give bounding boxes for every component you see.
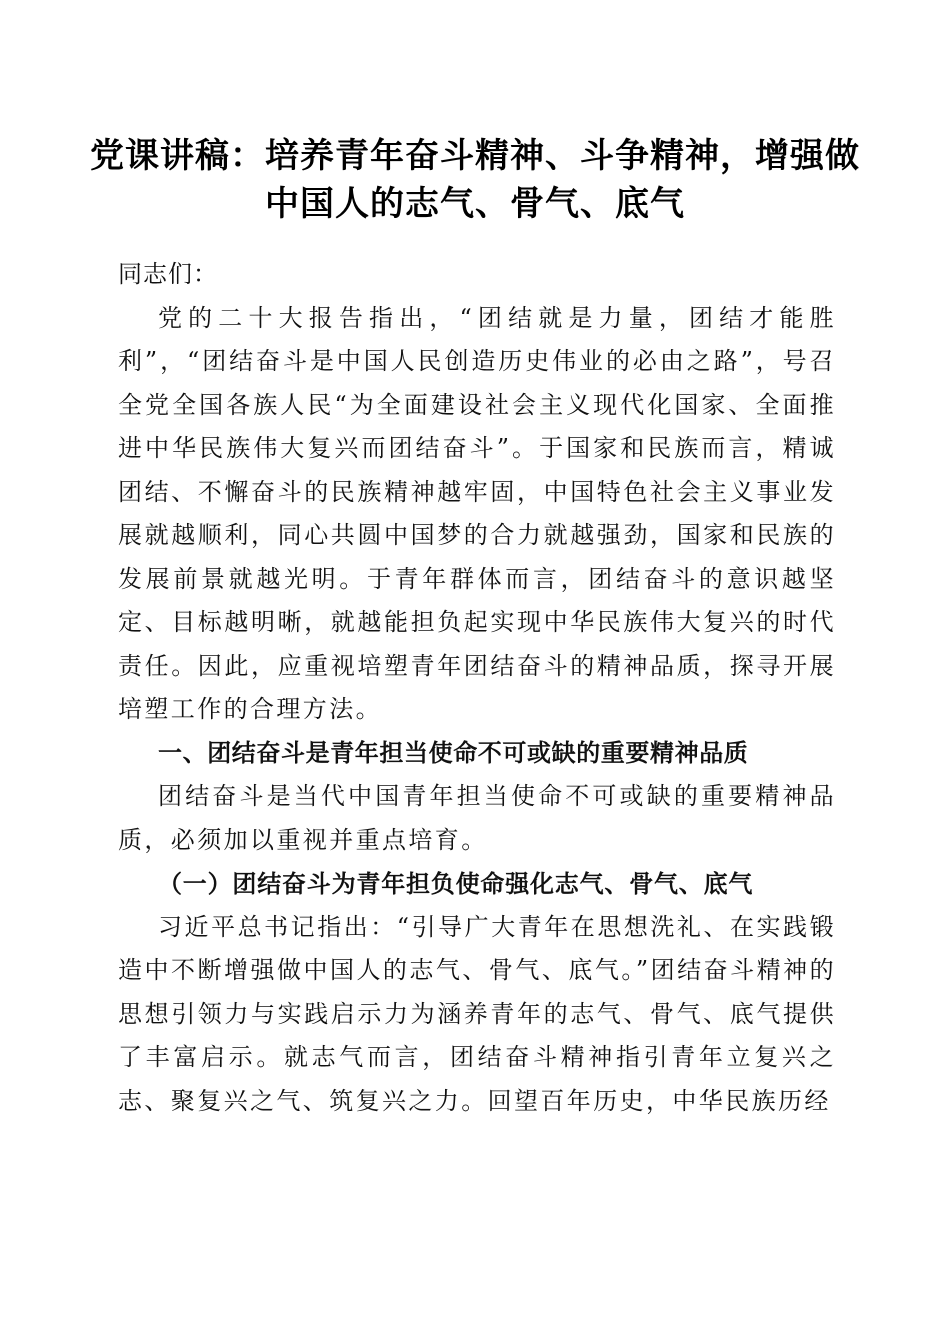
intro-paragraph: 党的二十大报告指出，“团结就是力量，团结才能胜利”，“团结奋斗是中国人民创造历史伟业的必由之路”，号召全党全国各族人民“为全面建设社会主义现代化国家、全面推进中华民族伟大复兴而团结奋斗”。于国家和民族而言，精诚团结、不懈奋斗的民族精神越牢固，中国特色社会主义事业发展就越顺利，同心共圆中国梦的合力就越强劲，国家和民族的发展前景就越光明。于青年群体而言，团结奋斗的意识越坚定、目标越明晰，就越能担负起实现中华民族伟大复兴的时代责任。因此，应重视培塑青年团结奋斗的精神品质，探寻开展培塑工作的合理方法。 (118, 303, 836, 723)
document-body (118, 253, 836, 1123)
section-1-paragraph: 团结奋斗是当代中国青年担当使命不可或缺的重要精神品质，必须加以重视并重点培育。 (118, 782, 836, 854)
section-heading-1: 一、团结奋斗是青年担当使命不可或缺的重要精神品质 (158, 738, 749, 767)
greeting: 同志们： (118, 260, 218, 288)
subsection-heading-1: （一）团结奋斗为青年担负使命强化志气、骨气、底气 (158, 869, 754, 898)
subsection-1-paragraph: 习近平总书记指出：“引导广大青年在思想洗礼、在实践锻造中不断增强做中国人的志气、骨气、底气。”团结奋斗精神的思想引领力与实践启示力为涵养青年的志气、骨气、底气提供了丰富启示。就志气而言，团结奋斗精神指引青年立复兴之志、聚复兴之气、筑复兴之力。回望百年历史，中华民族历经 (118, 912, 836, 1115)
document-title: 党课讲稿：培养青年奋斗精神、斗争精神，增强做中国人的志气、骨气、底气 (90, 136, 860, 224)
